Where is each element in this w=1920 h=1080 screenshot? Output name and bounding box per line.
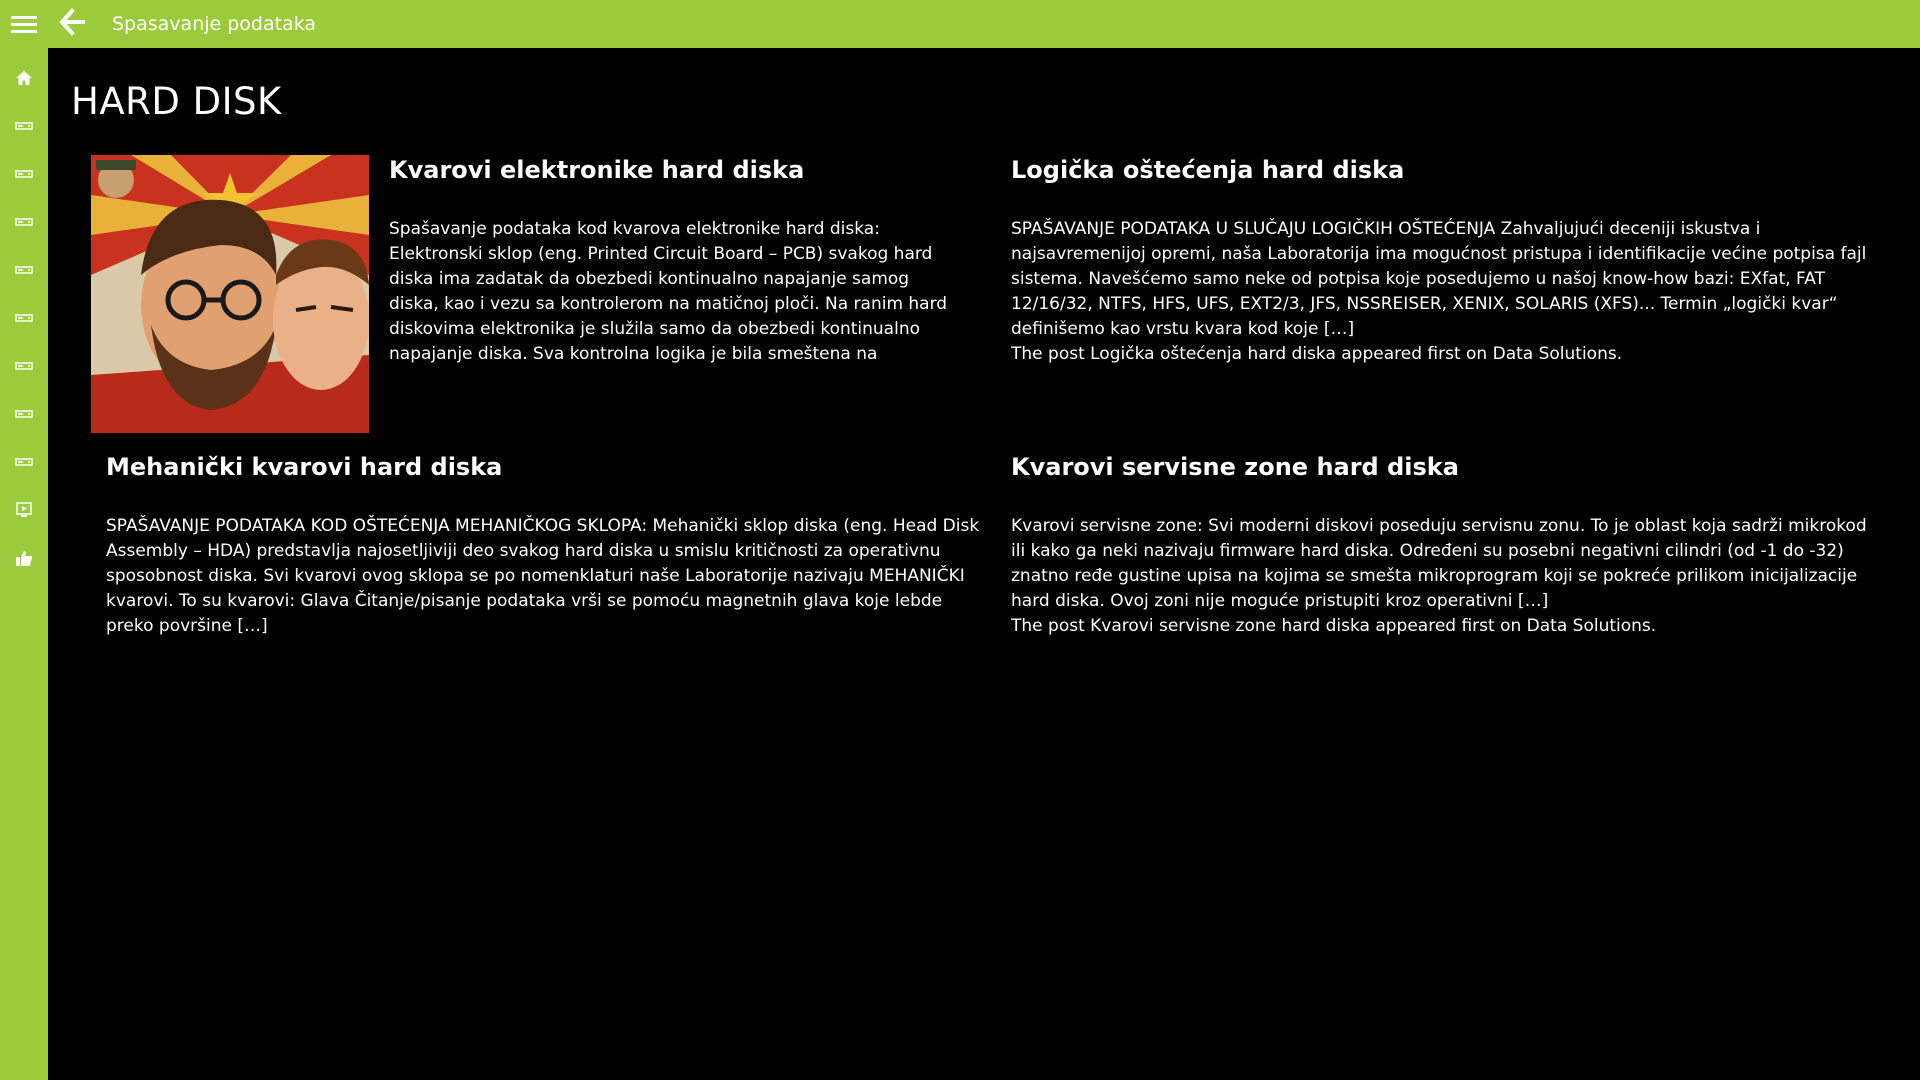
app-title: Spasavanje podataka xyxy=(112,13,317,35)
sidebar xyxy=(0,48,48,1080)
post-excerpt xyxy=(389,217,959,367)
hard-disk-icon[interactable] xyxy=(14,404,34,424)
post-excerpt-text: SPAŠAVANJE PODATAKA U SLUČAJU LOGIČKIH OŠTEĆENJA Zahvaljujući deceniji iskustva i najsavremenijoj opremi, naša Laboratorija ima mogućnost pristupa i identifikacije većine potpisa fajl sistema. Navešćemo samo neke od potpisa koje posedujemo u našoj know-how bazi: EXfat, FAT 12/16/32, NTFS, HFS, UFS, EXT2/3, JFS, NSSREISER, XENIX, SOLARIS (XFS)... Termin „logički kvar“ definišemo kao vrstu kvara kod koje […] xyxy=(1011,219,1867,339)
post-footer-text: The post Kvarovi servisne zone hard diska appeared first on Data Solutions. xyxy=(1011,616,1657,636)
hard-disk-icon[interactable] xyxy=(14,212,34,232)
back-arrow-icon[interactable] xyxy=(58,7,88,37)
post-thumbnail-image[interactable] xyxy=(91,155,369,433)
post-footer-text: The post Logička oštećenja hard diska appeared first on Data Solutions. xyxy=(1011,344,1623,364)
post-title[interactable]: Mehanički kvarovi hard diska xyxy=(106,453,503,481)
monitor-icon[interactable] xyxy=(14,500,34,520)
post-excerpt xyxy=(1011,217,1881,367)
page-title: HARD DISK xyxy=(71,80,282,123)
hard-disk-icon[interactable] xyxy=(14,452,34,472)
post-title[interactable]: Kvarovi servisne zone hard diska xyxy=(1011,453,1459,481)
post-excerpt-text: Spašavanje podataka kod kvarova elektronike hard diska: Elektronski sklop (eng. Printed Circuit Board – PCB) svakog hard diska ima zadatak da obezbedi kontinualno napajanje samog diska, kao i vezu sa kontrolerom na matičnoj ploči. Na ranim hard diskovima elektronika je služila samo da obezbedi kontinualno napajanje diska. Sva kontrolna logika je bila smeštena na xyxy=(389,219,948,364)
hard-disk-icon[interactable] xyxy=(14,260,34,280)
top-bar xyxy=(0,0,1920,48)
thumbs-up-icon[interactable] xyxy=(14,548,34,568)
hard-disk-icon[interactable] xyxy=(14,308,34,328)
hard-disk-icon[interactable] xyxy=(14,116,34,136)
post-excerpt-text: Kvarovi servisne zone: Svi moderni diskovi poseduju servisnu zonu. To je oblast koja sadrži mikrokod ili kako ga neki nazivaju firmware hard diska. Određeni su posebni negativni cilindri (od -1 do -32) znatno ređe gustine upisa na kojima se smešta mikroprogram koji se pokreće prilikom inicijalizacije hard diska. Ovoj zoni nije moguće pristupiti kroz operativni […] xyxy=(1011,516,1867,611)
post-excerpt xyxy=(106,514,986,639)
hard-disk-icon[interactable] xyxy=(14,356,34,376)
post-title[interactable]: Logička oštećenja hard diska xyxy=(1011,156,1405,184)
post-title[interactable]: Kvarovi elektronike hard diska xyxy=(389,156,805,184)
home-icon[interactable] xyxy=(14,68,34,88)
hamburger-menu-icon[interactable] xyxy=(11,16,37,34)
post-excerpt xyxy=(1011,514,1881,639)
hard-disk-icon[interactable] xyxy=(14,164,34,184)
post-excerpt-text: SPAŠAVANJE PODATAKA KOD OŠTEĆENJA MEHANIČKOG SKLOPA: Mehanički sklop diska (eng. Head Disk Assembly – HDA) predstavlja najosetljiviji deo svakog hard diska u smislu kritičnosti za operativnu sposobnost diska. Svi kvarovi ovog sklopa se po nomenklaturi naše Laboratorije nazivaju MEHANIČKI kvarovi. To su kvarovi: Glava Čitanje/pisanje podataka vrši se pomoću magnetnih glava koje lebde preko površine […] xyxy=(106,516,980,636)
